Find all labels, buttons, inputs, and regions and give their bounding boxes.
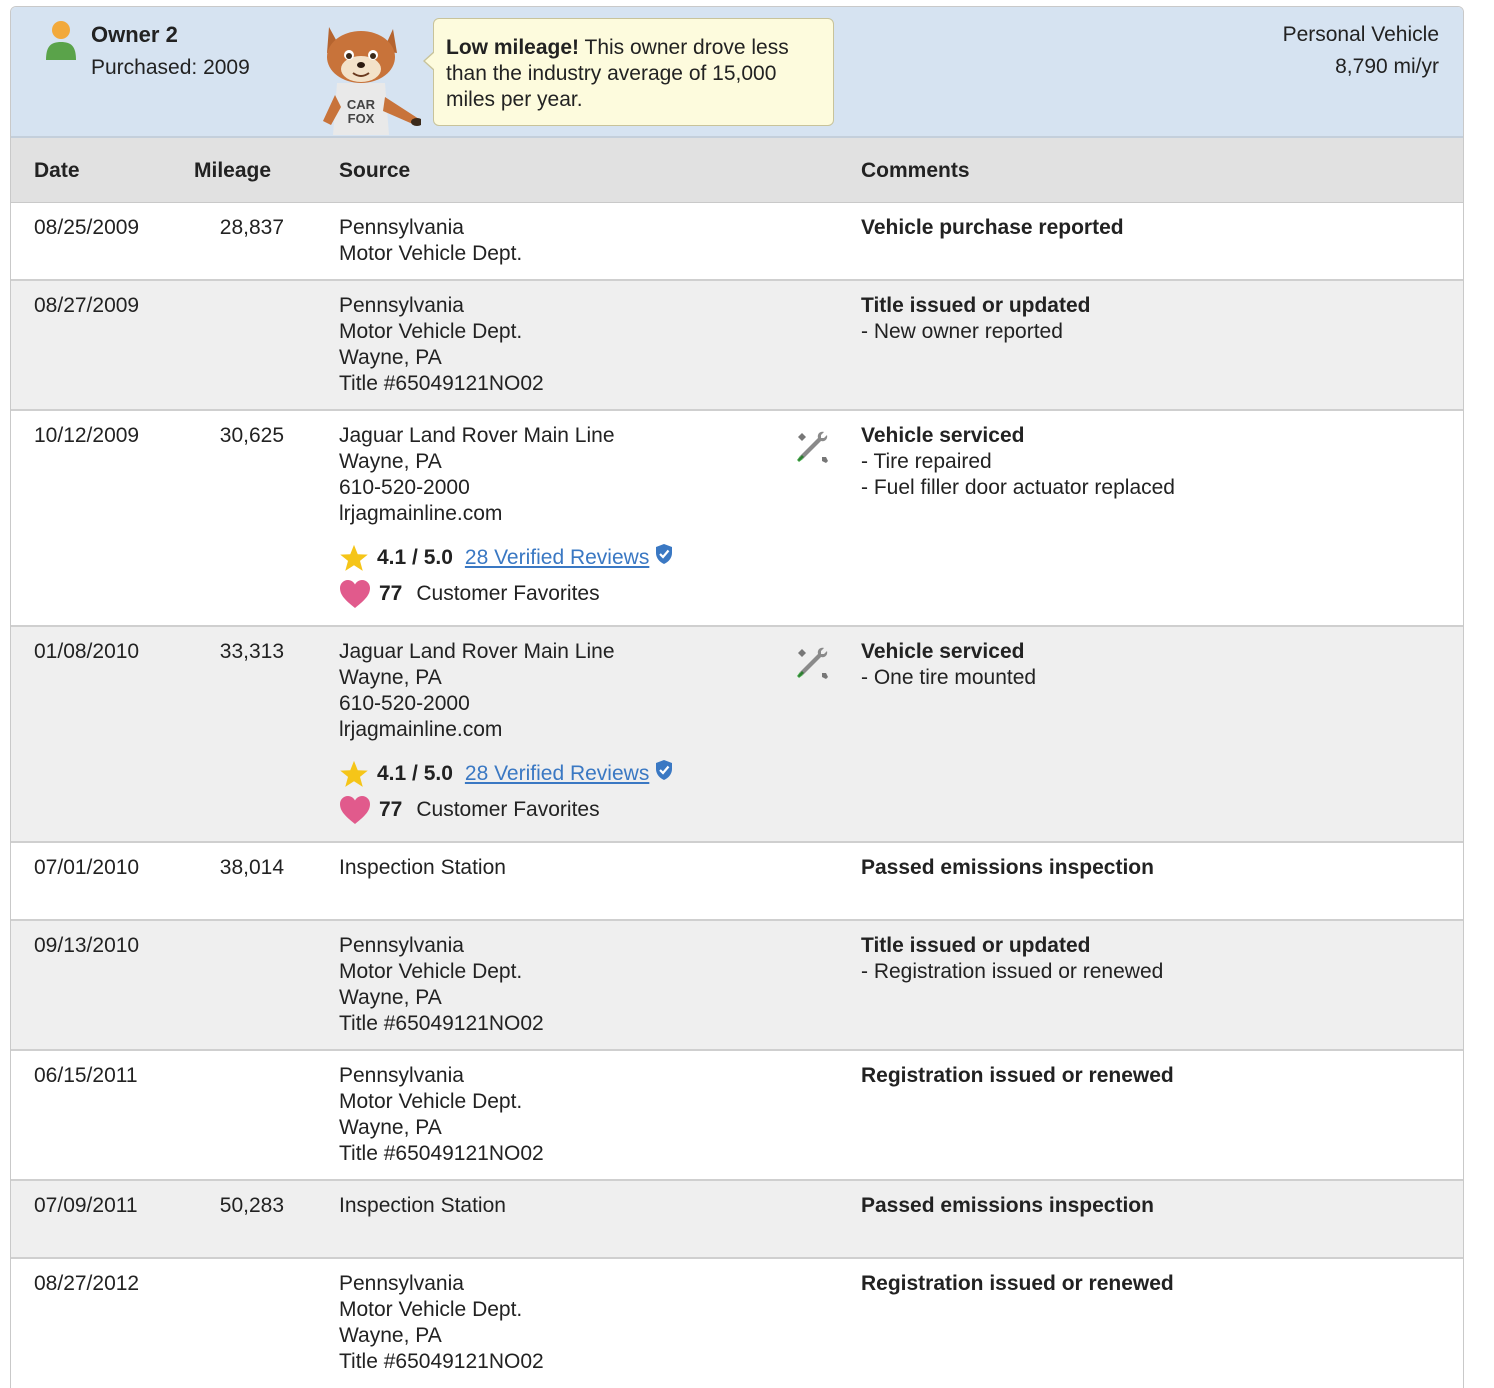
verified-shield-icon (654, 759, 674, 781)
favorites-count: 77 (379, 798, 403, 821)
source-website: lrjagmainline.com (339, 718, 503, 741)
verified-shield-icon (654, 543, 674, 565)
source-line: 610-520-2000 (339, 476, 470, 499)
table-row (11, 627, 1463, 843)
source-line: Motor Vehicle Dept. (339, 320, 523, 343)
column-header-source: Source (339, 159, 411, 182)
dealer-rating (339, 543, 779, 573)
owner-header (11, 7, 1463, 138)
comment-detail: - One tire mounted (861, 666, 1037, 689)
table-row (11, 921, 1463, 1051)
verified-reviews-link[interactable]: 28 Verified Reviews (464, 546, 650, 569)
row-source (339, 215, 779, 267)
customer-favorites (339, 579, 779, 609)
miles-per-year-value: 8,790 mi/yr (1335, 55, 1439, 78)
table-row (11, 203, 1463, 281)
row-source (339, 1193, 779, 1219)
row-mileage: 33,313 (219, 640, 284, 663)
comment-title: Vehicle serviced (861, 424, 1025, 447)
row-mileage: 30,625 (219, 424, 284, 447)
row-date: 01/08/2010 (34, 640, 140, 663)
dealer-rating (339, 759, 779, 789)
comment-title: Vehicle purchase reported (861, 216, 1124, 239)
row-date: 09/13/2010 (34, 934, 140, 957)
source-line: Pennsylvania (339, 934, 464, 957)
row-comments (861, 855, 1451, 881)
row-date: 08/27/2012 (34, 1272, 140, 1295)
row-comments (861, 639, 1451, 691)
row-comments (861, 933, 1451, 985)
table-row (11, 281, 1463, 411)
row-mileage: 38,014 (219, 856, 284, 879)
fox-shirt-text-line2: FOX (347, 111, 375, 126)
owner-purchased-year: Purchased: 2009 (91, 56, 250, 79)
source-line: Wayne, PA (339, 1324, 442, 1347)
comment-title: Vehicle serviced (861, 640, 1025, 663)
table-row (11, 843, 1463, 921)
owner-history-panel (10, 6, 1464, 1388)
verified-reviews-link[interactable]: 28 Verified Reviews (464, 762, 650, 785)
wrench-screwdriver-icon (794, 645, 830, 681)
table-row (11, 1181, 1463, 1259)
source-line: Inspection Station (339, 1194, 506, 1217)
source-line: Motor Vehicle Dept. (339, 960, 523, 983)
source-line: Wayne, PA (339, 666, 442, 689)
row-comments (861, 1063, 1451, 1089)
row-date: 10/12/2009 (34, 424, 140, 447)
source-line: Title #65049121NO02 (339, 1350, 544, 1373)
vehicle-type-label: Personal Vehicle (1282, 23, 1439, 46)
star-icon (339, 759, 369, 789)
row-comments (861, 1193, 1451, 1219)
star-icon (339, 543, 369, 573)
source-line: Motor Vehicle Dept. (339, 1298, 523, 1321)
source-line: Pennsylvania (339, 216, 464, 239)
comment-detail: - Fuel filler door actuator replaced (861, 476, 1175, 499)
source-line: Title #65049121NO02 (339, 372, 544, 395)
customer-favorites (339, 795, 779, 825)
person-icon (45, 20, 77, 60)
source-website: lrjagmainline.com (339, 502, 503, 525)
comment-detail: - Tire repaired (861, 450, 992, 473)
row-comments (861, 423, 1451, 501)
row-date: 06/15/2011 (34, 1064, 138, 1087)
source-line: Wayne, PA (339, 986, 442, 1009)
column-header-mileage: Mileage (194, 159, 272, 182)
favorites-label: Customer Favorites (416, 582, 600, 605)
comment-title: Passed emissions inspection (861, 856, 1154, 879)
source-line: Title #65049121NO02 (339, 1142, 544, 1165)
row-comments (861, 1271, 1451, 1297)
table-row (11, 411, 1463, 627)
column-header-date: Date (34, 159, 80, 182)
row-date: 07/09/2011 (34, 1194, 138, 1217)
comment-title: Title issued or updated (861, 934, 1091, 957)
source-line: Wayne, PA (339, 1116, 442, 1139)
source-line: Jaguar Land Rover Main Line (339, 640, 615, 663)
row-comments (861, 215, 1451, 241)
comment-title: Registration issued or renewed (861, 1272, 1174, 1295)
source-line: Title #65049121NO02 (339, 1012, 544, 1035)
heart-icon (339, 579, 371, 609)
column-header-comments: Comments (861, 159, 970, 182)
source-line: Motor Vehicle Dept. (339, 1090, 523, 1113)
row-mileage: 28,837 (219, 216, 284, 239)
source-line: Pennsylvania (339, 294, 464, 317)
owner-title: Owner 2 (91, 22, 178, 47)
rating-score: 4.1 / 5.0 (377, 762, 453, 785)
comment-title: Title issued or updated (861, 294, 1091, 317)
source-line: Pennsylvania (339, 1064, 464, 1087)
source-line: Wayne, PA (339, 450, 442, 473)
wrench-screwdriver-icon (794, 429, 830, 465)
favorites-label: Customer Favorites (416, 798, 600, 821)
comment-title: Passed emissions inspection (861, 1194, 1154, 1217)
row-date: 07/01/2010 (34, 856, 140, 879)
table-row (11, 1051, 1463, 1181)
row-date: 08/27/2009 (34, 294, 140, 317)
favorites-count: 77 (379, 582, 403, 605)
source-line: Pennsylvania (339, 1272, 464, 1295)
row-source (339, 933, 779, 1037)
table-row (11, 1259, 1463, 1388)
row-source (339, 639, 779, 825)
source-line: Jaguar Land Rover Main Line (339, 424, 615, 447)
row-source (339, 855, 779, 881)
source-line: 610-520-2000 (339, 692, 470, 715)
history-table-header (11, 138, 1463, 203)
heart-icon (339, 795, 371, 825)
tooltip-text: This owner drove less than the industry average of 15,000 miles per year. (446, 36, 789, 111)
source-line: Wayne, PA (339, 346, 442, 369)
row-source (339, 1063, 779, 1167)
fox-shirt-text-line1: CAR (346, 97, 376, 112)
row-mileage: 50,283 (219, 1194, 284, 1217)
row-source (339, 293, 779, 397)
row-source (339, 1271, 779, 1375)
rating-score: 4.1 / 5.0 (377, 546, 453, 569)
carfox-mascot-icon (311, 19, 421, 139)
source-line: Motor Vehicle Dept. (339, 242, 523, 265)
comment-title: Registration issued or renewed (861, 1064, 1174, 1087)
row-comments (861, 293, 1451, 345)
source-line: Inspection Station (339, 856, 506, 879)
row-source (339, 423, 779, 609)
comment-detail: - New owner reported (861, 320, 1063, 343)
row-date: 08/25/2009 (34, 216, 140, 239)
low-mileage-tooltip (433, 18, 834, 126)
comment-detail: - Registration issued or renewed (861, 960, 1164, 983)
tooltip-bold-text: Low mileage! (446, 36, 580, 59)
